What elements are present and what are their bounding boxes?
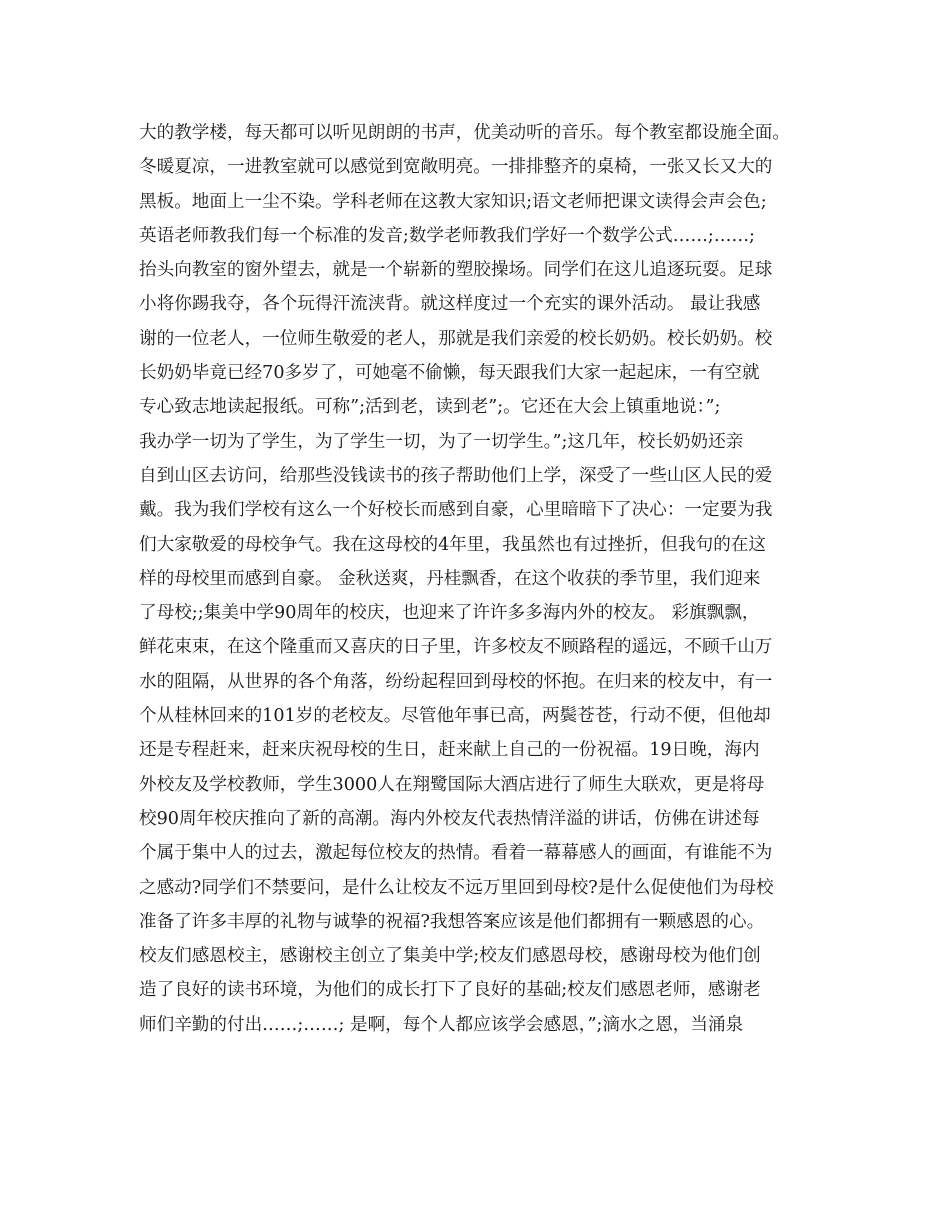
text-line: 大的教学楼，每天都可以听见朗朗的书声，优美动听的音乐。每个教室都设施全面。 [139, 123, 790, 143]
text-line: 样的母校里而感到自豪。 金秋送爽，丹桂飘香，在这个收获的季节里，我们迎来 [139, 568, 761, 589]
text-line: 冬暖夏凉，一进教室就可以感觉到宽敞明亮。一排排整齐的桌椅，一张又长又大的 [139, 157, 773, 178]
text-line: 们大家敬爱的母校争气。我在这母校的4年里，我虽然也有过挫折，但我句的在这 [139, 534, 766, 555]
text-line: 准备了许多丰厚的礼物与诚挚的祝福?我想答案应该是他们都拥有一颗感恩的心。 [139, 911, 765, 932]
text-line: 长奶奶毕竟已经70多岁了，可她毫不偷懒，每天跟我们大家一起起床，一有空就 [139, 363, 760, 384]
text-line: 我办学一切为了学生，为了学生一切，为了一切学生。”;这几年，校长奶奶还亲 [139, 431, 744, 452]
text-line: 师们辛勤的付出……;……; 是啊，每个人都应该学会感恩，”;滴水之恩，当涌泉 [139, 1014, 744, 1035]
text-line: 小将你踢我夺，各个玩得汗流浃背。就这样度过一个充实的课外活动。 最让我感 [139, 294, 761, 315]
text-line: 个属于集中人的过去，激起每位校友的热情。看着一幕幕感人的画面，有谁能不为 [139, 843, 773, 864]
text-line: 个从桂林回来的101岁的老校友。尽管他年事已高，两鬓苍苍，行动不便，但他却 [139, 706, 771, 727]
text-line: 自到山区去访问，给那些没钱读书的孩子帮助他们上学，深受了一些山区人民的爱 [139, 465, 773, 486]
body-text [139, 116, 829, 1042]
text-line: 之感动?同学们不禁要问，是什么让校友不远万里回到母校?是什么促使他们为母校 [139, 877, 774, 898]
text-line: 抬头向教室的窗外望去，就是一个崭新的塑胶操场。同学们在这儿追逐玩耍。足球 [139, 260, 773, 281]
text-line: 校90周年校庆推向了新的高潮。海内外校友代表热情洋溢的讲话，仿佛在讲述每 [139, 808, 760, 829]
text-line: 造了良好的读书环境，为他们的成长打下了良好的基础;校友们感恩老师，感谢老 [139, 980, 761, 1001]
text-line: 黑板。地面上一尘不染。学科老师在这教大家知识;语文老师把课文读得会声会色; [139, 191, 767, 212]
text-line: 了母校;;集美中学90周年的校庆，也迎来了许许多多海内外的校友。 彩旗飘飘， [139, 603, 760, 624]
text-line: 外校友及学校教师，学生3000人在翔鹭国际大酒店进行了师生大联欢，更是将母 [139, 774, 765, 795]
text-line: 水的阻隔，从世界的各个角落，纷纷起程回到母校的怀抱。在归来的校友中，有一 [139, 671, 773, 692]
text-line: 谢的一位老人，一位师生敬爱的老人，那就是我们亲爱的校长奶奶。校长奶奶。校 [139, 328, 773, 349]
text-line: 专心致志地读起报纸。可称”;活到老，读到老”;。它还在大会上镇重地说：”; [139, 397, 721, 418]
text-line: 戴。我为我们学校有这么一个好校长而感到自豪，心里暗暗下了决心：一定要为我 [139, 500, 773, 521]
text-line: 鲜花束束，在这个隆重而又喜庆的日子里，许多校友不顾路程的遥远，不顾千山万 [139, 637, 773, 658]
text-line: 英语老师教我们每一个标准的发音;数学老师教我们学好一个数学公式……;……; [139, 225, 755, 246]
text-line: 校友们感恩校主，感谢校主创立了集美中学;校友们感恩母校，感谢母校为他们创 [139, 946, 761, 967]
text-line: 还是专程赶来，赶来庆祝母校的生日，赶来献上自己的一份祝福。19日晚，海内 [139, 740, 760, 761]
